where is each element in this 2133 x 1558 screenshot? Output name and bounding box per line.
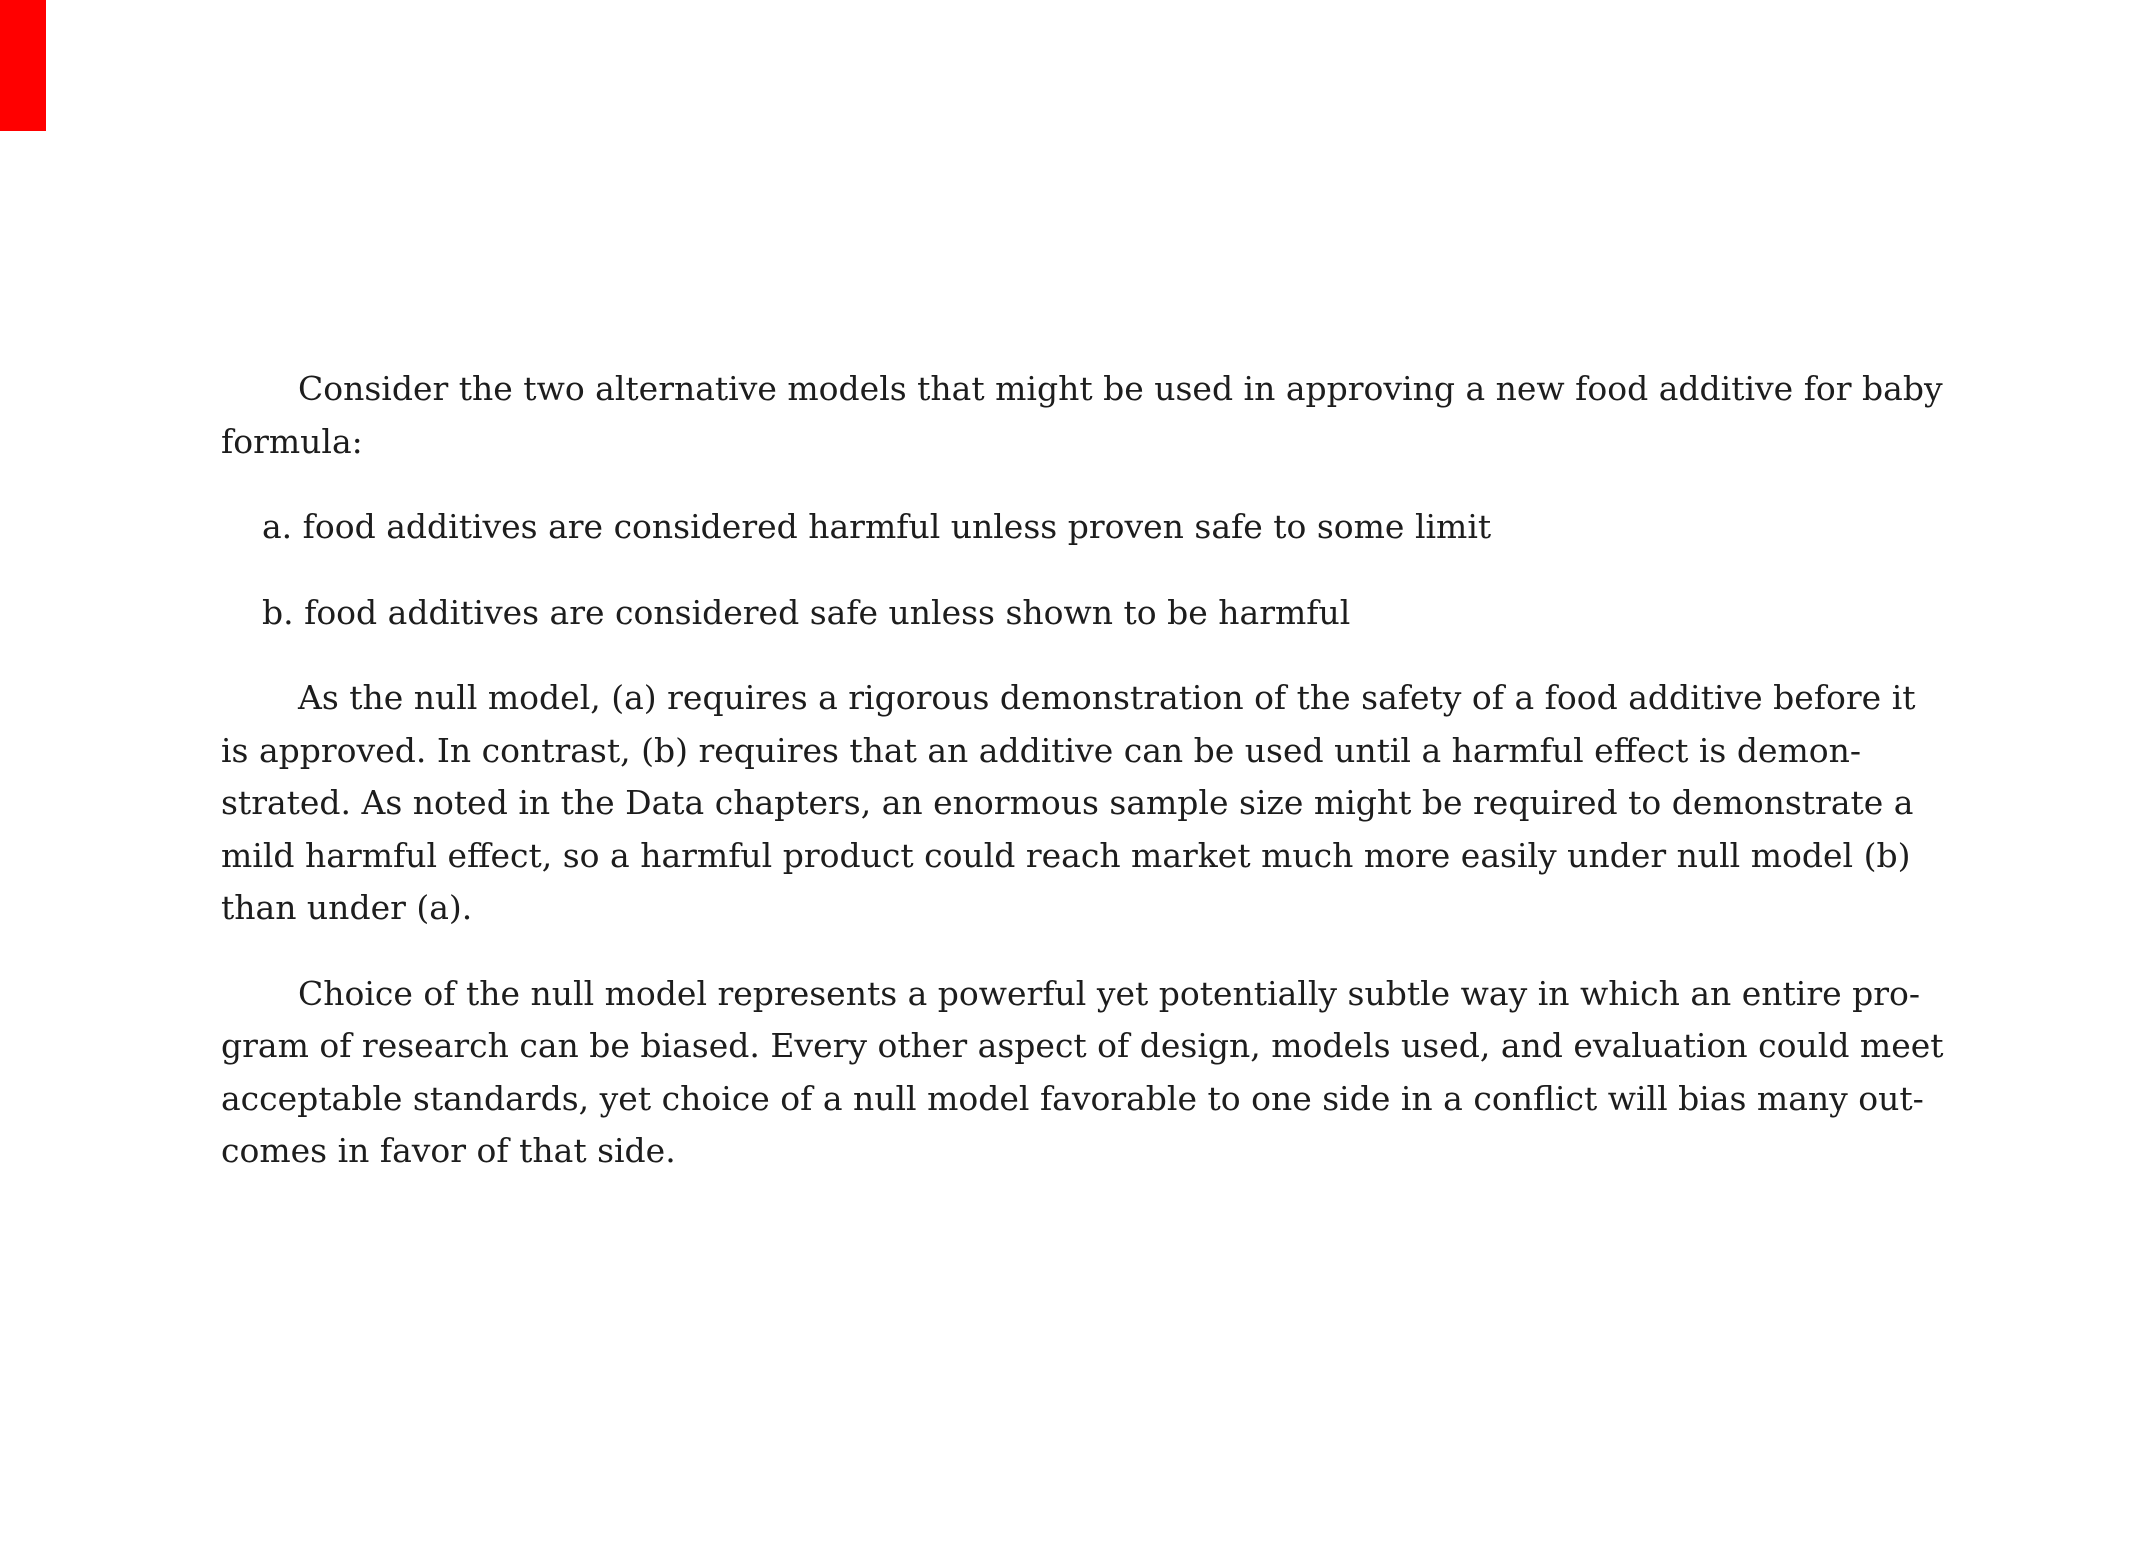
page-text-block (221, 363, 1944, 1178)
bias-paragraph (221, 968, 1944, 1178)
text-line: strated. As noted in the Data chapters, an enormous sample size might be required to demonstrate a (221, 783, 1914, 822)
list-item-b (221, 587, 1933, 640)
text-line: mild harmful effect, so a harmful product could reach market much more easily under null model (b) (221, 835, 1911, 875)
text-line: Choice of the null model represents a powerful yet potentially subtle way in which an entire pro- (298, 973, 1921, 1013)
text-line: than under (a). (221, 888, 473, 927)
text-line: formula: (221, 421, 363, 461)
text-line: comes in favor of that side. (221, 1131, 676, 1170)
text-line: b. food additives are considered safe unless shown to be harmful (262, 592, 1351, 632)
text-line: Consider the two alternative models that might be used in approving a new food additive for baby (298, 369, 1943, 408)
text-line: is approved. In contrast, (b) requires that an additive can be used until a harmful effect is demon- (221, 730, 1862, 770)
null-model-paragraph (221, 672, 1933, 935)
text-line: As the null model, (a) requires a rigorous demonstration of the safety of a food additive before it (298, 678, 1916, 717)
text-line: gram of research can be biased. Every other aspect of design, models used, and evaluation could meet (221, 1026, 1944, 1065)
red-marker (0, 0, 46, 131)
text-line: acceptable standards, yet choice of a null model favorable to one side in a conflict will bias many out- (221, 1078, 1924, 1118)
text-line: a. food additives are considered harmful unless proven safe to some limit (262, 507, 1492, 546)
list-item-a (221, 501, 1933, 554)
intro-paragraph (221, 363, 1943, 468)
